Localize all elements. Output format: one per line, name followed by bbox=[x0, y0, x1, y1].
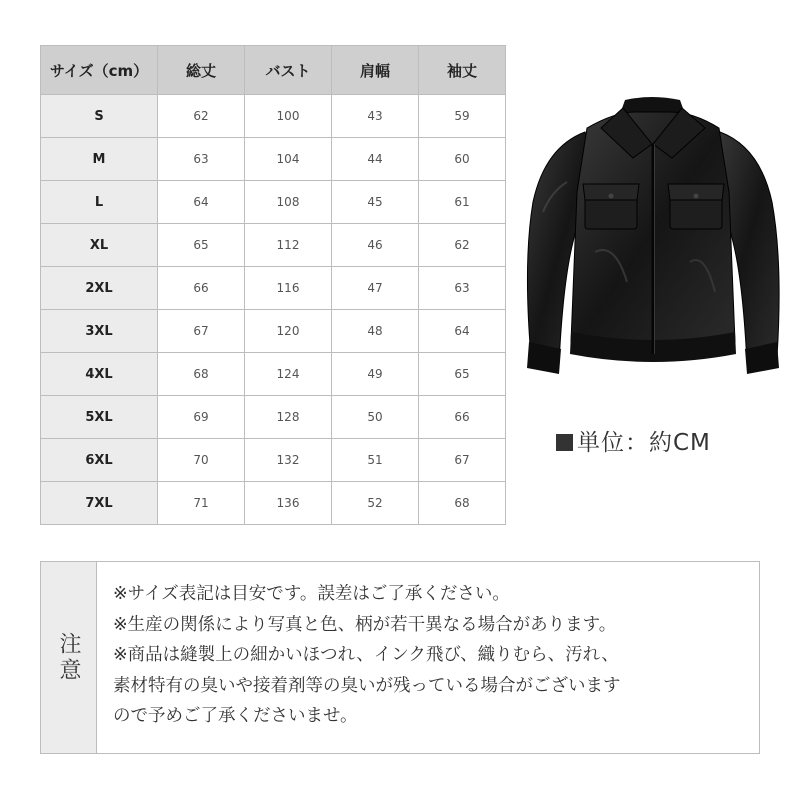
size-label: 5XL bbox=[41, 396, 158, 439]
sleeve-value: 59 bbox=[419, 95, 506, 138]
shoulder-value: 47 bbox=[332, 267, 419, 310]
size-label: L bbox=[41, 181, 158, 224]
sleeve-value: 67 bbox=[419, 439, 506, 482]
sleeve-value: 61 bbox=[419, 181, 506, 224]
shoulder-value: 45 bbox=[332, 181, 419, 224]
table-row bbox=[41, 310, 506, 353]
bust-value: 112 bbox=[245, 224, 332, 267]
leather-jacket-icon bbox=[515, 92, 790, 382]
notice-label: 注意 bbox=[56, 631, 81, 684]
length-value: 71 bbox=[158, 482, 245, 525]
shoulder-value: 46 bbox=[332, 224, 419, 267]
size-label: S bbox=[41, 95, 158, 138]
length-value: 69 bbox=[158, 396, 245, 439]
sleeve-value: 68 bbox=[419, 482, 506, 525]
table-row bbox=[41, 353, 506, 396]
square-bullet-icon bbox=[556, 434, 573, 451]
size-label: 7XL bbox=[41, 482, 158, 525]
shoulder-value: 43 bbox=[332, 95, 419, 138]
shoulder-value: 49 bbox=[332, 353, 419, 396]
table-row bbox=[41, 138, 506, 181]
notice-line: 素材特有の臭いや接着剤等の臭いが残っている場合がございます bbox=[113, 675, 621, 696]
header-length: 総丈 bbox=[158, 46, 245, 95]
unit-note-text: 単位：約CM bbox=[577, 430, 711, 456]
bust-value: 124 bbox=[245, 353, 332, 396]
bust-value: 100 bbox=[245, 95, 332, 138]
size-label: 2XL bbox=[41, 267, 158, 310]
notice-line: ※商品は縫製上の細かいほつれ、インク飛び、織りむら、汚れ、 bbox=[113, 645, 619, 665]
notice-line: ので予めご了承くださいませ。 bbox=[113, 706, 358, 726]
notice-line: ※生産の関係により写真と色、柄が若干異なる場合があります。 bbox=[113, 614, 617, 635]
size-chart-table bbox=[40, 45, 506, 525]
length-value: 70 bbox=[158, 439, 245, 482]
size-label: 6XL bbox=[41, 439, 158, 482]
size-label: 4XL bbox=[41, 353, 158, 396]
header-sleeve: 袖丈 bbox=[419, 46, 506, 95]
notice-label-cell bbox=[41, 562, 97, 753]
sleeve-value: 62 bbox=[419, 224, 506, 267]
bust-value: 120 bbox=[245, 310, 332, 353]
notice-body bbox=[97, 562, 631, 753]
shoulder-value: 51 bbox=[332, 439, 419, 482]
sleeve-value: 66 bbox=[419, 396, 506, 439]
shoulder-value: 52 bbox=[332, 482, 419, 525]
sleeve-value: 63 bbox=[419, 267, 506, 310]
notice-line: ※サイズ表記は目安です。誤差はご了承ください。 bbox=[113, 584, 510, 604]
table-row bbox=[41, 224, 506, 267]
table-row bbox=[41, 95, 506, 138]
bust-value: 132 bbox=[245, 439, 332, 482]
bust-value: 128 bbox=[245, 396, 332, 439]
sleeve-value: 65 bbox=[419, 353, 506, 396]
shoulder-value: 48 bbox=[332, 310, 419, 353]
table-row bbox=[41, 439, 506, 482]
sleeve-value: 64 bbox=[419, 310, 506, 353]
size-label: 3XL bbox=[41, 310, 158, 353]
sleeve-value: 60 bbox=[419, 138, 506, 181]
table-row bbox=[41, 396, 506, 439]
shoulder-value: 50 bbox=[332, 396, 419, 439]
bust-value: 116 bbox=[245, 267, 332, 310]
length-value: 68 bbox=[158, 353, 245, 396]
size-label: XL bbox=[41, 224, 158, 267]
bust-value: 136 bbox=[245, 482, 332, 525]
length-value: 64 bbox=[158, 181, 245, 224]
header-size: サイズ（cm） bbox=[41, 46, 158, 95]
notice-box bbox=[40, 561, 760, 754]
length-value: 67 bbox=[158, 310, 245, 353]
bust-value: 108 bbox=[245, 181, 332, 224]
length-value: 62 bbox=[158, 95, 245, 138]
table-row bbox=[41, 267, 506, 310]
shoulder-value: 44 bbox=[332, 138, 419, 181]
header-shoulder: 肩幅 bbox=[332, 46, 419, 95]
length-value: 66 bbox=[158, 267, 245, 310]
table-row bbox=[41, 482, 506, 525]
length-value: 63 bbox=[158, 138, 245, 181]
header-bust: バスト bbox=[245, 46, 332, 95]
table-row bbox=[41, 181, 506, 224]
unit-note bbox=[556, 424, 711, 457]
size-chart-header-row bbox=[41, 46, 506, 95]
size-label: M bbox=[41, 138, 158, 181]
length-value: 65 bbox=[158, 224, 245, 267]
bust-value: 104 bbox=[245, 138, 332, 181]
